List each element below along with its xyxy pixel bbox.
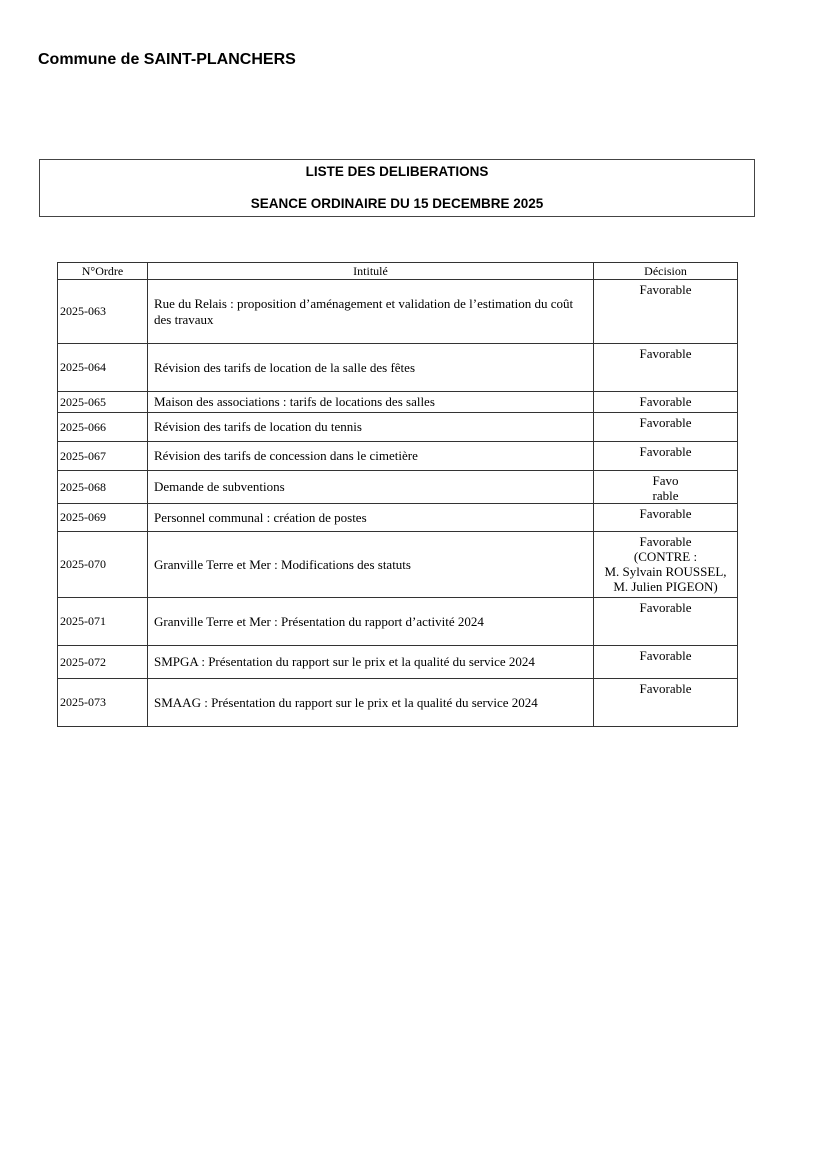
- table-row: [58, 344, 738, 392]
- row-intitule: Granville Terre et Mer : Présentation du rapport d’activité 2024: [148, 598, 594, 646]
- table-row: [58, 532, 738, 598]
- table-row: [58, 679, 738, 727]
- table-row: [58, 598, 738, 646]
- table-row: [58, 646, 738, 679]
- row-intitule: SMPGA : Présentation du rapport sur le prix et la qualité du service 2024: [148, 646, 594, 679]
- header-intitule: Intitulé: [148, 263, 594, 280]
- table-row: [58, 504, 738, 532]
- row-number: 2025-070: [58, 532, 148, 598]
- session-title: SEANCE ORDINAIRE DU 15 DECEMBRE 2025: [250, 196, 544, 211]
- table-row: [58, 413, 738, 442]
- row-intitule: Personnel communal : création de postes: [148, 504, 594, 532]
- row-number: 2025-068: [58, 471, 148, 504]
- row-number: 2025-066: [58, 413, 148, 442]
- table-row: [58, 442, 738, 471]
- row-decision: Favorable: [594, 504, 738, 532]
- table-row: [58, 392, 738, 413]
- row-decision: Favorable: [594, 280, 738, 344]
- row-number: 2025-071: [58, 598, 148, 646]
- row-intitule: Maison des associations : tarifs de locations des salles: [148, 392, 594, 413]
- row-intitule: Rue du Relais : proposition d’aménagement et validation de l’estimation du coût des travaux: [148, 280, 594, 344]
- row-number: 2025-064: [58, 344, 148, 392]
- title-box: [39, 159, 755, 217]
- header-decision: Décision: [594, 263, 738, 280]
- row-number: 2025-065: [58, 392, 148, 413]
- row-intitule: Granville Terre et Mer : Modifications des statuts: [148, 532, 594, 598]
- row-number: 2025-072: [58, 646, 148, 679]
- row-intitule: SMAAG : Présentation du rapport sur le prix et la qualité du service 2024: [148, 679, 594, 727]
- list-title: LISTE DES DELIBERATIONS: [305, 164, 489, 179]
- row-decision: Favo rable: [594, 471, 738, 504]
- row-intitule: Révision des tarifs de location de la salle des fêtes: [148, 344, 594, 392]
- row-intitule: Révision des tarifs de concession dans le cimetière: [148, 442, 594, 471]
- row-number: 2025-063: [58, 280, 148, 344]
- deliberations-table: [57, 262, 738, 727]
- row-decision: Favorable: [594, 392, 738, 413]
- row-decision: Favorable (CONTRE : M. Sylvain ROUSSEL, M. Julien PIGEON): [594, 532, 738, 598]
- row-decision: Favorable: [594, 646, 738, 679]
- row-intitule: Révision des tarifs de location du tennis: [148, 413, 594, 442]
- row-number: 2025-069: [58, 504, 148, 532]
- row-decision: Favorable: [594, 679, 738, 727]
- row-intitule: Demande de subventions: [148, 471, 594, 504]
- table-row: [58, 471, 738, 504]
- table-header: [58, 263, 738, 280]
- row-decision: Favorable: [594, 413, 738, 442]
- row-decision: Favorable: [594, 598, 738, 646]
- commune-name: Commune de SAINT-PLANCHERS: [38, 51, 296, 68]
- row-number: 2025-073: [58, 679, 148, 727]
- row-number: 2025-067: [58, 442, 148, 471]
- table-row: [58, 280, 738, 344]
- row-decision: Favorable: [594, 344, 738, 392]
- row-decision: Favorable: [594, 442, 738, 471]
- header-num: N°Ordre: [58, 263, 148, 280]
